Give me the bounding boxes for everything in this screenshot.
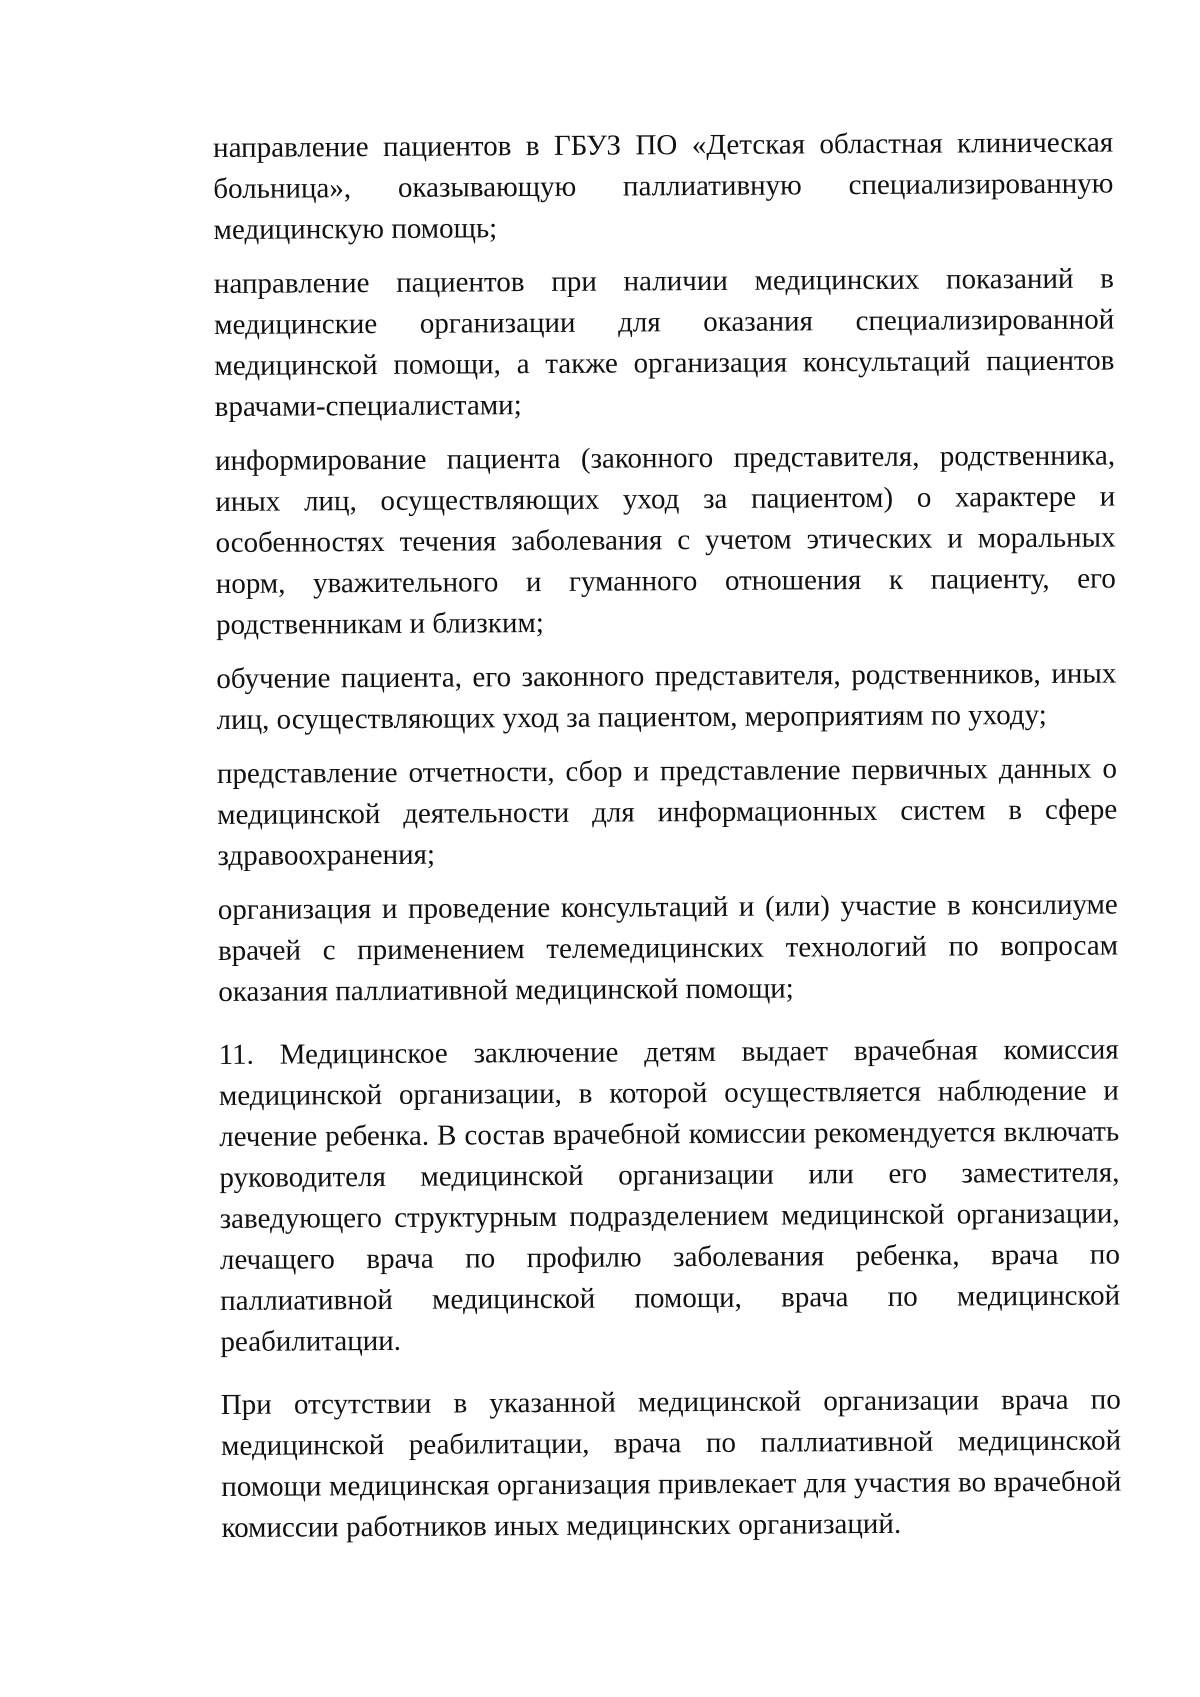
paragraph-telemedicine-consultations: организация и проведение консультаций и (или) участие в консилиуме врачей с применением телемедицинских технологий по вопросам оказания паллиативной медицинской помощи;	[217, 888, 1119, 1008]
paragraph-item-11-medical-conclusion: 11. Медицинское заключение детям выдает врачебная комиссия медицинской организации, в которой осуществляется наблюдение и лечение ребенка. В состав врачебной комиссии рекомендуется включать руководителя медицинской организации или его заместителя, заведующего структурным подразделением медицинской организации, лечащего врача по профилю заболевания ребенка, врача по паллиативной медицинской помощи, врача по медицинской реабилитации.	[218, 1033, 1121, 1358]
paragraph-referral-specialized-care: направление пациентов при наличии медицинских показаний в медицинские организации для оказания специализированной медицинской помощи, а также организация консультаций пациентов врачами-специалистами;	[213, 262, 1115, 423]
paragraph-referral-childrens-hospital: направление пациентов в ГБУЗ ПО «Детская областная клиническая больница», оказывающую паллиативную специализированную медицинскую помощь;	[213, 126, 1114, 246]
paragraph-absence-of-doctor: При отсутствии в указанной медицинской организации врача по медицинской реабилитации, врача по паллиативной медицинской помощи медицинская организация привлекает для участия во врачебной комиссии работников иных медицинских организаций.	[220, 1383, 1122, 1544]
paragraph-care-training: обучение пациента, его законного представителя, родственников, иных лиц, осуществляющих уход за пациентом, мероприятиям по уходу;	[216, 657, 1117, 736]
paragraph-patient-informing: информирование пациента (законного представителя, родственника, иных лиц, осуществляющих уход за пациентом) о характере и особенностях течения заболевания с учетом этических и моральных норм, уважительного и гуманного отношения к пациенту, его родственникам и близким;	[214, 439, 1116, 641]
document-body	[213, 123, 1122, 1562]
paragraph-reporting: представление отчетности, сбор и представление первичных данных о медицинской деятельности для информационных систем в сфере здравоохранения;	[216, 752, 1118, 872]
